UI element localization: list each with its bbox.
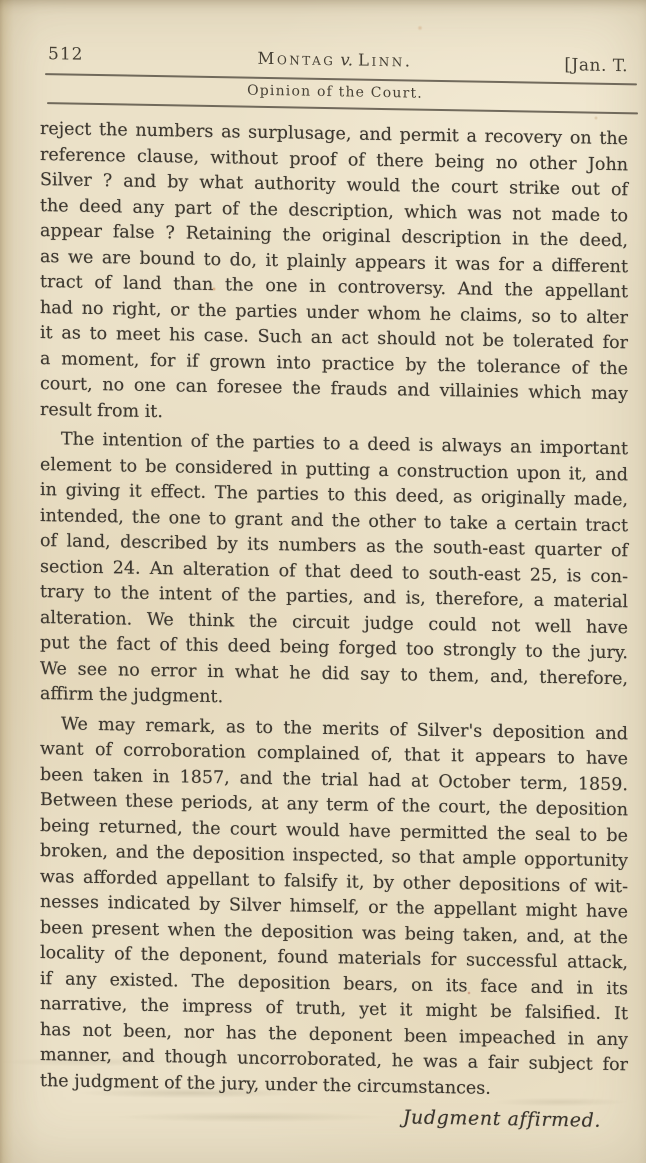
- term-label: [Jan. T.: [564, 55, 628, 77]
- running-head: Opinion of the Court.: [247, 82, 423, 102]
- text-line: trary to the intent of the parties, and is, therefore, a material: [40, 582, 628, 613]
- page-content: [40, 40, 630, 1132]
- text-line: being returned, the court would have permitted the seal to be: [40, 815, 628, 846]
- text-line: broken, and the deposition inspected, so that ample opportunity: [40, 841, 628, 872]
- text-line: it as to meet his case. Such an act should not be tolerated for: [40, 323, 628, 354]
- text-line: intended, the one to grant and the other to take a certain tract: [40, 505, 628, 536]
- text-line: We may remark, as to the merits of Silver's deposition and: [61, 713, 628, 744]
- text-line: if any existed. The deposition bears, on its face and in its: [40, 968, 628, 999]
- text-line: element to be considered in putting a construction upon it, and: [40, 454, 628, 485]
- case-title-plaintiff: Montag: [257, 48, 336, 70]
- text-line: result from it.: [40, 399, 163, 422]
- text-line: the deed any part of the description, which was not made to: [40, 195, 628, 226]
- text-line: as we are bound to do, it plainly appears it was for a different: [40, 246, 628, 277]
- text-line: has not been, nor has the deponent been impeached in any: [40, 1019, 628, 1050]
- text-line: The intention of the parties to a deed is always an important: [61, 429, 628, 460]
- text-line: section 24. An alteration of that deed to south-east 25, is con-: [40, 556, 628, 587]
- text-line: Between these periods, at any term of the court, the deposition: [40, 790, 628, 821]
- judgment-text: Judgment affirmed.: [402, 1106, 601, 1132]
- text-line: manner, and though uncorroborated, he was a fair subject for: [40, 1045, 628, 1076]
- text-line: tract of land than the one in controversy. And the appellant: [40, 272, 628, 303]
- paragraph: [40, 117, 628, 433]
- text-line: put the fact of this deed being forged too strongly to the jury.: [40, 633, 628, 664]
- text-line: We see no error in what he did say to them, and, therefore,: [40, 658, 628, 689]
- signature-line: [40, 1099, 628, 1135]
- text-line: a moment, for if grown into practice by the tolerance of the: [40, 348, 628, 379]
- text-line: narrative, the impress of truth, yet it might be falsified. It: [40, 994, 628, 1025]
- text-line: want of corroboration complained of, that it appears to have: [40, 739, 628, 770]
- paragraph: [40, 427, 628, 718]
- text-line: in giving it effect. The parties to this deed, as originally made,: [40, 480, 628, 511]
- text-line: had no right, or the parties under whom he claims, so to alter: [40, 297, 628, 328]
- paragraph: [40, 712, 628, 1105]
- text-line: appear false ? Retaining the original description in the deed,: [40, 221, 628, 252]
- text-line: been present when the deposition was being taken, and, at the: [40, 917, 628, 948]
- text-line: the judgment of the jury, under the circumstances.: [40, 1070, 491, 1099]
- text-line: reject the numbers as surplusage, and permit a recovery on the: [40, 119, 628, 150]
- header-rule-bottom: [47, 102, 638, 114]
- text-line: Silver ? and by what authority would the court strike out of: [40, 170, 628, 201]
- text-line: locality of the deponent, found materials for successful attack,: [40, 943, 628, 974]
- text-line: affirm the judgment.: [40, 684, 224, 708]
- text-line: reference clause, without proof of there being no other John: [40, 144, 628, 175]
- versus-abbrev: v.: [340, 50, 353, 70]
- text-line: court, no one can foresee the frauds and villainies which may: [40, 374, 628, 405]
- text-line: been taken in 1857, and the trial had at October term, 1859.: [40, 764, 628, 795]
- text-line: was afforded appellant to falsify it, by other depositions of wit-: [40, 866, 628, 897]
- case-title: [40, 45, 630, 77]
- page-number: 512: [48, 44, 84, 65]
- case-title-defendant: Linn.: [358, 50, 413, 71]
- body-text: [40, 117, 628, 1135]
- text-line: nesses indicated by Silver himself, or the appellant might have: [40, 892, 628, 923]
- text-line: of land, described by its numbers as the south-east quarter of: [40, 531, 628, 562]
- text-line: alteration. We think the circuit judge could not well have: [40, 607, 628, 638]
